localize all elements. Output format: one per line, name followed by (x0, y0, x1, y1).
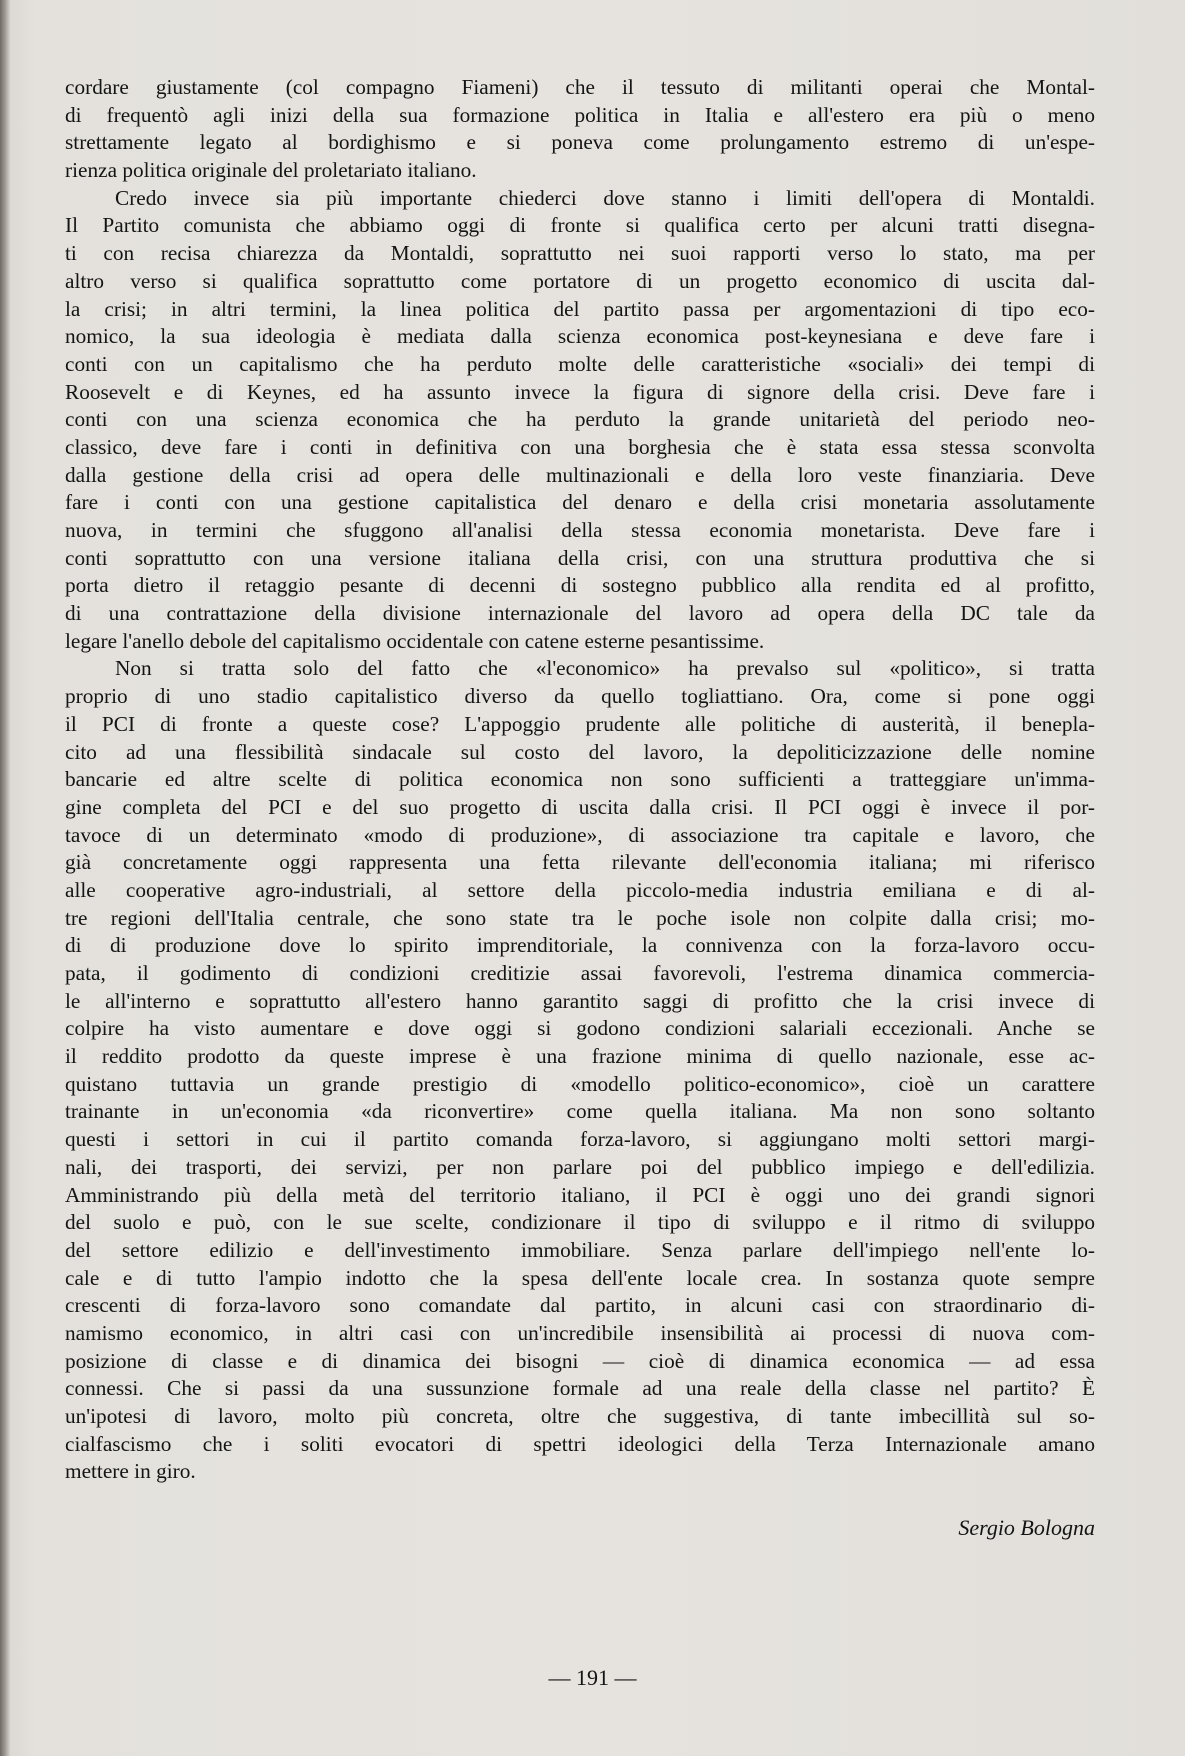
author-signature: Sergio Bologna (958, 1515, 1095, 1540)
text-line: legare l'anello debole del capitalismo occidentale con catene esterne pesantissime. (65, 628, 765, 653)
text-line: conti con una scienza economica che ha perduto la grande unitarietà del periodo neo- (65, 407, 1095, 432)
text-line: mettere in giro. (65, 1459, 196, 1484)
text-line: cialfascismo che i soliti evocatori di spettri ideologici della Terza Internazionale amano (65, 1431, 1095, 1456)
text-line: quistano tuttavia un grande prestigio di «modello politico-economico», cioè un carattere (65, 1071, 1095, 1096)
text-line: tavoce di un determinato «modo di produzione», di associazione tra capitale e lavoro, che (65, 822, 1095, 847)
text-line: tre regioni dell'Italia centrale, che sono state tra le poche isole non colpite dalla crisi; mo- (65, 905, 1095, 930)
text-line: gine completa del PCI e del suo progetto di uscita dalla crisi. Il PCI oggi è invece il por- (65, 794, 1095, 819)
text-line: proprio di uno stadio capitalistico diverso da quello togliattiano. Ora, come si pone oggi (65, 684, 1095, 709)
text-line: di una contrattazione della divisione internazionale del lavoro ad opera della DC tale da (65, 601, 1095, 626)
text-line: cale e di tutto l'ampio indotto che la spesa dell'ente locale crea. In sostanza quote sempre (65, 1265, 1095, 1290)
text-line: fare i conti con una gestione capitalistica del denaro e della crisi monetaria assolutamente (65, 490, 1095, 515)
text-line: nuova, in termini che sfuggono all'analisi della stessa economia monetarista. Deve fare i (65, 518, 1095, 542)
text-line: conti soprattutto con una versione italiana della crisi, con una struttura produttiva che si (65, 545, 1095, 570)
text-line: un'ipotesi di lavoro, molto più concreta, oltre che suggestiva, di tante imbecillità sul so- (65, 1404, 1095, 1428)
text-line: porta dietro il retaggio pesante di decenni di sostegno pubblico alla rendita ed al profitto, (65, 573, 1095, 598)
text-line: altro verso si qualifica soprattutto come portatore di un progetto economico di uscita dal- (65, 268, 1095, 293)
text-line: conti con un capitalismo che ha perduto molte delle caratteristiche «sociali» dei tempi di (65, 351, 1095, 376)
page-number: — 191 — (548, 1665, 637, 1690)
text-line: già concretamente oggi rappresenta una fetta rilevante dell'economia italiana; mi riferisco (65, 850, 1095, 875)
text-line: di di produzione dove lo spirito imprenditoriale, la connivenza con la forza-lavoro occu- (65, 933, 1095, 958)
text-line: il PCI di fronte a queste cose? L'appoggio prudente alle politiche di austerità, il benepla- (65, 711, 1095, 736)
text-line: la crisi; in altri termini, la linea politica del partito passa per argomentazioni di tipo eco- (65, 296, 1095, 321)
text-line: nomico, la sua ideologia è mediata dalla scienza economica post-keynesiana e deve fare i (65, 324, 1095, 349)
text-line: il reddito prodotto da queste imprese è una frazione minima di quello nazionale, esse ac- (65, 1044, 1095, 1069)
text-line: Roosevelt e di Keynes, ed ha assunto invece la figura di signore della crisi. Deve fare i (65, 379, 1095, 404)
text-line: Amministrando più della metà del territorio italiano, il PCI è oggi uno dei grandi signori (65, 1182, 1095, 1207)
text-line: nali, dei trasporti, dei servizi, per non parlare poi del pubblico impiego e dell'edilizia. (65, 1154, 1095, 1179)
text-line: posizione di classe e di dinamica dei bisogni — cioè di dinamica economica — ad essa (65, 1348, 1095, 1373)
text-line: alle cooperative agro-industriali, al settore della piccolo-media industria emiliana e di al- (65, 877, 1095, 902)
text-line: connessi. Che si passi da una sussunzione formale ad una reale della classe nel partito? È (65, 1376, 1095, 1401)
text-line: bancarie ed altre scelte di politica economica non sono sufficienti a tratteggiare un'imma- (65, 767, 1095, 792)
text-line: Il Partito comunista che abbiamo oggi di fronte si qualifica certo per alcuni tratti disegna- (65, 213, 1095, 238)
text-line: trainante in un'economia «da riconvertire» come quella italiana. Ma non sono soltanto (65, 1099, 1095, 1124)
text-line: le all'interno e soprattutto all'estero hanno garantito saggi di profitto che la crisi invece di (65, 988, 1095, 1013)
text-line: questi i settori in cui il partito comanda forza-lavoro, si aggiungano molti settori margi- (65, 1127, 1095, 1152)
article-body (65, 74, 1095, 1486)
text-line: cito ad una flessibilità sindacale sul costo del lavoro, la depoliticizzazione delle nomine (65, 739, 1095, 764)
text-line: dalla gestione della crisi ad opera delle multinazionali e della loro veste finanziaria. Deve (65, 462, 1095, 487)
text-line: rienza politica originale del proletariato italiano. (65, 158, 477, 183)
page-spine-shadow (0, 0, 10, 1756)
text-line: del settore edilizio e dell'investimento immobiliare. Senza parlare dell'impiego nell'ente lo- (65, 1237, 1095, 1262)
text-line: di frequentò agli inizi della sua formazione politica in Italia e all'estero era più o meno (65, 102, 1095, 127)
text-line: cordare giustamente (col compagno Fiameni) che il tessuto di militanti operai che Montal- (65, 75, 1095, 99)
text-line: ti con recisa chiarezza da Montaldi, soprattutto nei suoi rapporti verso lo stato, ma per (65, 241, 1095, 266)
text-line: colpire ha visto aumentare e dove oggi si godono condizioni salariali eccezionali. Anche se (65, 1016, 1095, 1041)
text-line: Non si tratta solo del fatto che «l'economico» ha prevalso sul «politico», si tratta (115, 656, 1095, 681)
text-line: classico, deve fare i conti in definitiva con una borghesia che è stata essa stessa sconvolta (65, 434, 1095, 459)
text-line: pata, il godimento di condizioni creditizie assai favorevoli, l'estrema dinamica commercia- (65, 961, 1095, 985)
text-line: Credo invece sia più importante chiederci dove stanno i limiti dell'opera di Montaldi. (115, 185, 1095, 210)
text-line: strettamente legato al bordighismo e si poneva come prolungamento estremo di un'espe- (65, 130, 1095, 155)
text-line: del suolo e può, con le sue scelte, condizionare il tipo di sviluppo e il ritmo di sviluppo (65, 1210, 1095, 1235)
text-line: crescenti di forza-lavoro sono comandate dal partito, in alcuni casi con straordinario di- (65, 1293, 1095, 1318)
text-line: namismo economico, in altri casi con un'incredibile insensibilità ai processi di nuova com- (65, 1320, 1095, 1345)
